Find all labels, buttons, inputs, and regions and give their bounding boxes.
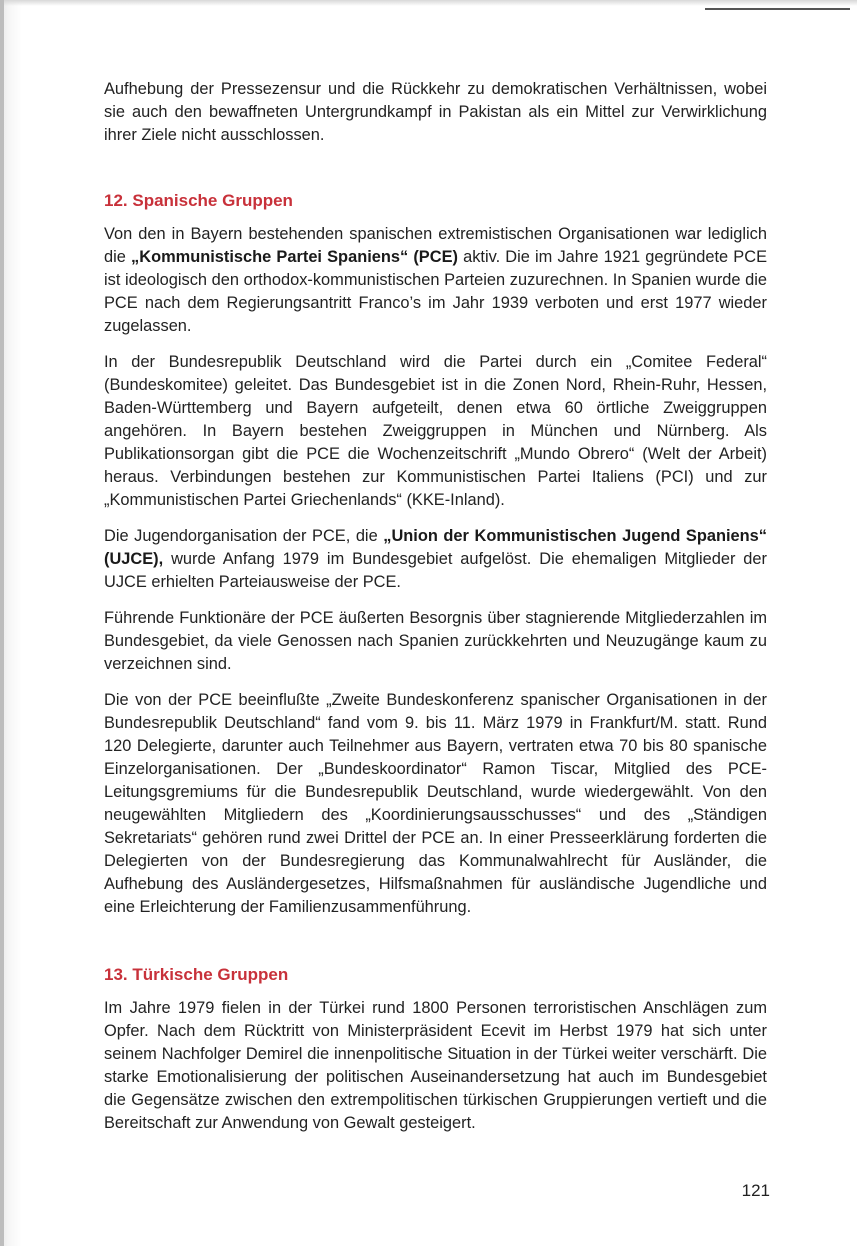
section-12-paragraph-1 — [104, 223, 767, 338]
section-12-paragraph-2: In der Bundesrepublik Deutschland wird die Partei durch ein „Comitee Federal“ (Bundeskomitee) geleitet. Das Bundesgebiet ist in die Zonen Nord, Rhein-Ruhr, Hessen, Baden-Württemberg und Bayern aufgeteilt, denen etwa 60 örtliche Zweiggruppen angehören. In Bayern bestehen Zweiggruppen in München und Nürnberg. Als Publikationsorgan gibt die PCE die Wochenzeitschrift „Mundo Obrero“ (Welt der Arbeit) heraus. Verbindungen bestehen zur Kommunistischen Partei Italiens (PCI) und zur „Kommunistischen Partei Griechenlands“ (KKE-Inland). — [104, 353, 767, 509]
binding-edge — [0, 0, 4, 1246]
ujce-name-bold: „Union der Kommunistischen Jugend Spaniens“ (UJCE), — [104, 527, 767, 568]
section-12-paragraph-3 — [104, 525, 767, 594]
page-content — [104, 78, 767, 1148]
text-run: Von den in Bayern bestehenden spanischen extremistischen Organisationen war lediglich die — [104, 225, 767, 266]
pce-name-bold: „Kommunistische Partei Spaniens“ (PCE) — [131, 248, 458, 266]
page-number: 121 — [741, 1181, 770, 1200]
page-top-shadow — [0, 0, 857, 6]
section-12-heading: 12. Spanische Gruppen — [104, 191, 293, 210]
intro-paragraph: Aufhebung der Pressezensur und die Rückkehr zu demokratischen Verhältnissen, wobei sie auch den bewaffneten Untergrundkampf in Pakistan als ein Mittel zur Verwirklichung ihrer Ziele nicht ausschlossen. — [104, 80, 767, 144]
top-corner-rule — [705, 8, 850, 10]
section-13-paragraph-1: Im Jahre 1979 fielen in der Türkei rund 1800 Personen terroristischen Anschlägen zum Opfer. Nach dem Rücktritt von Ministerpräsident Ecevit im Herbst 1979 hat sich unter seinem Nachfolger Demirel die innenpolitische Situation in der Türkei weiter verschärft. Die starke Emotionalisierung der politischen Auseinandersetzung hat auch im Bundesgebiet die Gegensätze zwischen den extrempolitischen türkischen Gruppierungen vertieft und die Bereitschaft zur Anwendung von Gewalt gesteigert. — [104, 999, 767, 1132]
section-12-paragraph-5: Die von der PCE beeinflußte „Zweite Bundeskonferenz spanischer Organisationen in der Bundesrepublik Deutschland“ fand vom 9. bis 11. März 1979 in Frankfurt/M. statt. Rund 120 Delegierte, darunter auch Teilnehmer aus Bayern, vertraten etwa 70 bis 80 spanische Einzelorganisationen. Der „Bundeskoordinator“ Ramon Tiscar, Mitglied des PCE-Leitungsgremiums für die Bundesrepublik Deutschland, wurde wiedergewählt. Von den neugewählten Mitgliedern des „Koordinierungsausschusses“ und des „Ständigen Sekretariats“ gehören rund zwei Drittel der PCE an. In einer Presseerklärung forderten die Delegierten von der Bundesregierung das Kommunalwahlrecht für Ausländer, die Aufhebung des Ausländergesetzes, Hilfsmaßnahmen für ausländische Jugendliche und eine Erleichterung der Familienzusammenführung. — [104, 691, 767, 916]
text-run: wurde Anfang 1979 im Bundesgebiet aufgelöst. Die ehemaligen Mitglieder der UJCE erhielten Parteiausweise der PCE. — [104, 550, 767, 591]
section-12-paragraph-4: Führende Funktionäre der PCE äußerten Besorgnis über stagnierende Mitgliederzahlen im Bundesgebiet, da viele Genossen nach Spanien zurückkehrten und Neuzugänge kaum zu verzeichnen sind. — [104, 609, 767, 673]
text-run: aktiv. Die im Jahre 1921 gegründete PCE ist ideologisch den orthodox-kommunistischen Parteien zuzurechnen. In Spanien wurde die PCE nach dem Regierungsantritt Franco’s im Jahr 1939 verboten und erst 1977 wieder zugelassen. — [104, 248, 768, 335]
text-run: Die Jugendorganisation der PCE, die — [104, 527, 384, 545]
section-13-heading: 13. Türkische Gruppen — [104, 965, 289, 984]
